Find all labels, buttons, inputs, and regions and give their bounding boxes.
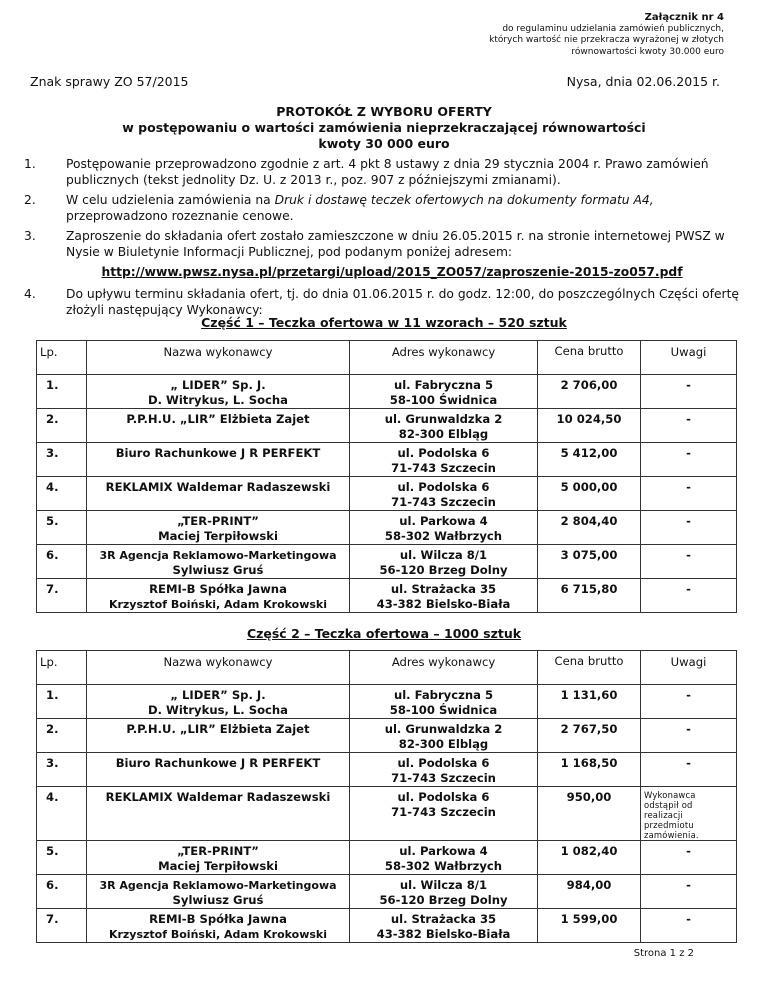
header-row (37, 651, 737, 685)
place-date: Nysa, dnia 02.06.2015 r. (566, 74, 720, 89)
row-note: - (641, 511, 737, 545)
page-number: Strona 1 z 2 (633, 948, 694, 959)
address-line: ul. Podolska 6 (397, 446, 490, 460)
row-lp: 7. (37, 909, 87, 943)
table-row (37, 477, 737, 511)
address-line: ul. Podolska 6 (397, 790, 490, 804)
row-note: - (641, 579, 737, 613)
name-line: Maciej Terpiłowski (158, 859, 278, 873)
row-lp: 5. (37, 841, 87, 875)
address-line: 71-743 Szczecin (391, 495, 496, 509)
name-line: 3R Agencja Reklamowo-Marketingowa (99, 879, 337, 892)
row-lp: 3. (37, 753, 87, 787)
name-line: Biuro Rachunkowe J R PERFEKT (115, 446, 321, 460)
address-line: ul. Wilcza 8/1 (399, 878, 488, 892)
row-note: - (641, 409, 737, 443)
address-line: 43-382 Bielsko-Biała (376, 597, 511, 611)
name-line: Krzysztof Boiński, Adam Krokowski (108, 928, 328, 941)
point-2 (24, 192, 740, 224)
header-notes: Uwagi (641, 341, 737, 375)
row-address (350, 875, 538, 909)
address-line: ul. Podolska 6 (397, 756, 490, 770)
row-price: 10 024,50 (538, 409, 641, 443)
name-line: Sylwiusz Gruś (172, 893, 264, 907)
row-lp: 1. (37, 685, 87, 719)
part1-tbody (37, 341, 737, 613)
row-name (87, 841, 350, 875)
row-name (87, 409, 350, 443)
row-price: 2 804,40 (538, 511, 641, 545)
table-row (37, 685, 737, 719)
point-text-a: W celu udzielenia zamówienia na (66, 193, 275, 207)
row-price: 1 082,40 (538, 841, 641, 875)
row-name (87, 909, 350, 943)
address-line: 71-743 Szczecin (391, 461, 496, 475)
point-1 (24, 156, 740, 188)
address-line: ul. Parkowa 4 (399, 514, 488, 528)
row-address (350, 409, 538, 443)
row-name (87, 375, 350, 409)
row-note: - (641, 375, 737, 409)
point-text: Postępowanie przeprowadzono zgodnie z art. 4 pkt 8 ustawy z dnia 29 stycznia 2004 r. Prawo zamówień publicznych (tekst jednolity Dz. U. z 2013 r., poz. 907 z późniejszymi zmianami). (66, 157, 709, 187)
row-address (350, 511, 538, 545)
row-name (87, 719, 350, 753)
row-address (350, 545, 538, 579)
table-row (37, 375, 737, 409)
table-row (37, 753, 737, 787)
point-4 (24, 286, 740, 318)
name-line: „ LIDER” Sp. J. (170, 688, 266, 702)
row-name (87, 545, 350, 579)
row-note: - (641, 875, 737, 909)
points-list (24, 156, 740, 322)
attachment-line: których wartość nie przekracza wyrażonej w złotych (489, 35, 724, 45)
row-address (350, 477, 538, 511)
row-price: 984,00 (538, 875, 641, 909)
row-name (87, 875, 350, 909)
row-note: - (641, 685, 737, 719)
row-address (350, 443, 538, 477)
table-row (37, 545, 737, 579)
point-text: Do upływu terminu składania ofert, tj. do dnia 01.06.2015 r. do godz. 12:00, do poszczególnych Części ofertę złożyli następujący Wykonawcy: (66, 287, 739, 317)
row-lp: 6. (37, 545, 87, 579)
name-line: Biuro Rachunkowe J R PERFEKT (115, 756, 321, 770)
row-price: 2 767,50 (538, 719, 641, 753)
attachment-line: równowartości kwoty 30.000 euro (571, 46, 724, 57)
row-lp: 5. (37, 511, 87, 545)
address-line: 82-300 Elbląg (398, 427, 489, 441)
row-lp: 4. (37, 477, 87, 511)
row-lp: 7. (37, 579, 87, 613)
point-3 (24, 228, 740, 260)
header-lp: Lp. (37, 651, 87, 685)
name-line: D. Witrykus, L. Socha (147, 703, 289, 717)
table-row (37, 909, 737, 943)
document-title (0, 104, 768, 152)
header-lp: Lp. (37, 341, 87, 375)
name-line: „TER-PRINT” (177, 514, 259, 528)
invitation-link[interactable]: http://www.pwsz.nysa.pl/przetargi/upload/2015_ZO057/zaproszenie-2015-zo057.pdf (101, 265, 683, 279)
row-price: 5 412,00 (538, 443, 641, 477)
address-line: ul. Strażacka 35 (390, 912, 497, 926)
part1-title: Część 1 – Teczka ofertowa w 11 wzorach – 520 sztuk (201, 315, 567, 330)
title-line: PROTOKÓŁ Z WYBORU OFERTY (276, 104, 492, 119)
point-text (66, 192, 740, 224)
part2-title: Część 2 – Teczka ofertowa – 1000 sztuk (246, 626, 522, 641)
name-line: Sylwiusz Gruś (172, 563, 264, 577)
name-line: „ LIDER” Sp. J. (170, 378, 266, 392)
header-price: Cena brutto (538, 651, 641, 685)
row-lp: 1. (37, 375, 87, 409)
name-line: P.P.H.U. „LIR” Elżbieta Zajet (126, 722, 310, 736)
header-name: Nazwa wykonawcy (87, 651, 350, 685)
title-line: w postępowaniu o wartości zamówienia nieprzekraczającej równowartości (122, 120, 646, 135)
row-name (87, 477, 350, 511)
name-line: REKLAMIX Waldemar Radaszewski (105, 790, 331, 804)
address-line: ul. Strażacka 35 (390, 582, 497, 596)
table-row (37, 579, 737, 613)
row-lp: 6. (37, 875, 87, 909)
row-address (350, 375, 538, 409)
address-line: ul. Fabryczna 5 (393, 378, 494, 392)
point-text-italic: Druk i dostawę teczek ofertowych na dokumenty formatu A4, (274, 193, 654, 207)
table-row (37, 443, 737, 477)
address-line: ul. Grunwaldzka 2 (384, 412, 503, 426)
row-note: - (641, 477, 737, 511)
name-line: 3R Agencja Reklamowo-Marketingowa (99, 549, 337, 562)
row-note: Wykonawca odstąpił od realizacji przedmiotu zamówienia. (641, 787, 737, 841)
address-line: 71-743 Szczecin (391, 771, 496, 785)
name-line: D. Witrykus, L. Socha (147, 393, 289, 407)
row-address (350, 909, 538, 943)
row-price: 2 706,00 (538, 375, 641, 409)
address-line: 82-300 Elbląg (398, 737, 489, 751)
part2-table (36, 650, 737, 943)
address-line: ul. Parkowa 4 (399, 844, 488, 858)
header-address: Adres wykonawcy (350, 341, 538, 375)
point-text-b: przeprowadzono rozeznanie cenowe. (66, 209, 294, 223)
address-line: ul. Grunwaldzka 2 (384, 722, 503, 736)
row-price: 1 131,60 (538, 685, 641, 719)
table-row (37, 511, 737, 545)
name-line: REMI-B Spółka Jawna (149, 912, 287, 926)
row-note: - (641, 753, 737, 787)
row-note: - (641, 545, 737, 579)
table-row (37, 719, 737, 753)
row-name (87, 511, 350, 545)
row-address (350, 579, 538, 613)
row-address (350, 787, 538, 841)
row-lp: 4. (37, 787, 87, 841)
header-price: Cena brutto (538, 341, 641, 375)
row-name (87, 685, 350, 719)
name-line: P.P.H.U. „LIR” Elżbieta Zajet (126, 412, 310, 426)
title-line: kwoty 30 000 euro (318, 136, 450, 151)
row-note: - (641, 909, 737, 943)
row-note: - (641, 841, 737, 875)
header-name: Nazwa wykonawcy (87, 341, 350, 375)
row-lp: 3. (37, 443, 87, 477)
address-line: 71-743 Szczecin (391, 805, 496, 819)
address-line: 58-100 Świdnica (389, 393, 498, 407)
address-line: 58-100 Świdnica (389, 703, 498, 717)
row-price: 950,00 (538, 787, 641, 841)
header-row (37, 341, 737, 375)
table-row (37, 841, 737, 875)
row-price: 3 075,00 (538, 545, 641, 579)
row-note: - (641, 719, 737, 753)
name-line: Maciej Terpiłowski (158, 529, 278, 543)
header-address: Adres wykonawcy (350, 651, 538, 685)
address-line: 56-120 Brzeg Dolny (379, 893, 508, 907)
address-line: 58-302 Wałbrzych (384, 859, 503, 873)
row-name (87, 579, 350, 613)
row-name (87, 753, 350, 787)
row-price: 1 599,00 (538, 909, 641, 943)
address-line: 58-302 Wałbrzych (384, 529, 503, 543)
address-line: ul. Podolska 6 (397, 480, 490, 494)
header-notes: Uwagi (641, 651, 737, 685)
row-address (350, 685, 538, 719)
name-line: „TER-PRINT” (177, 844, 259, 858)
part2-tbody (37, 651, 737, 943)
row-price: 1 168,50 (538, 753, 641, 787)
table-row (37, 787, 737, 841)
point-text: Zaproszenie do składania ofert zostało zamieszczone w dniu 26.05.2015 r. na stronie internetowej PWSZ w Nysie w Biuletynie Informacji Publicznej, pod podanym poniżej adresem: (66, 229, 725, 259)
address-line: ul. Fabryczna 5 (393, 688, 494, 702)
attachment-line: do regulaminu udzielania zamówień publicznych, (502, 23, 724, 34)
point-number: 4. (24, 287, 36, 301)
row-address (350, 841, 538, 875)
address-line: 56-120 Brzeg Dolny (379, 563, 508, 577)
name-line: REMI-B Spółka Jawna (149, 582, 287, 596)
address-line: 43-382 Bielsko-Biała (376, 927, 511, 941)
row-name (87, 443, 350, 477)
point-number: 3. (24, 229, 36, 243)
attachment-note (489, 12, 724, 58)
part1-table (36, 340, 737, 613)
row-lp: 2. (37, 409, 87, 443)
row-name (87, 787, 350, 841)
address-line: ul. Wilcza 8/1 (399, 548, 488, 562)
name-line: REKLAMIX Waldemar Radaszewski (105, 480, 331, 494)
point-number: 2. (24, 193, 36, 207)
table-row (37, 409, 737, 443)
row-address (350, 719, 538, 753)
table-row (37, 875, 737, 909)
row-note: - (641, 443, 737, 477)
case-number: Znak sprawy ZO 57/2015 (30, 74, 189, 89)
row-price: 5 000,00 (538, 477, 641, 511)
row-address (350, 753, 538, 787)
attachment-title: Załącznik nr 4 (644, 12, 724, 23)
row-price: 6 715,80 (538, 579, 641, 613)
point-number: 1. (24, 157, 36, 171)
row-lp: 2. (37, 719, 87, 753)
name-line: Krzysztof Boiński, Adam Krokowski (108, 598, 328, 611)
